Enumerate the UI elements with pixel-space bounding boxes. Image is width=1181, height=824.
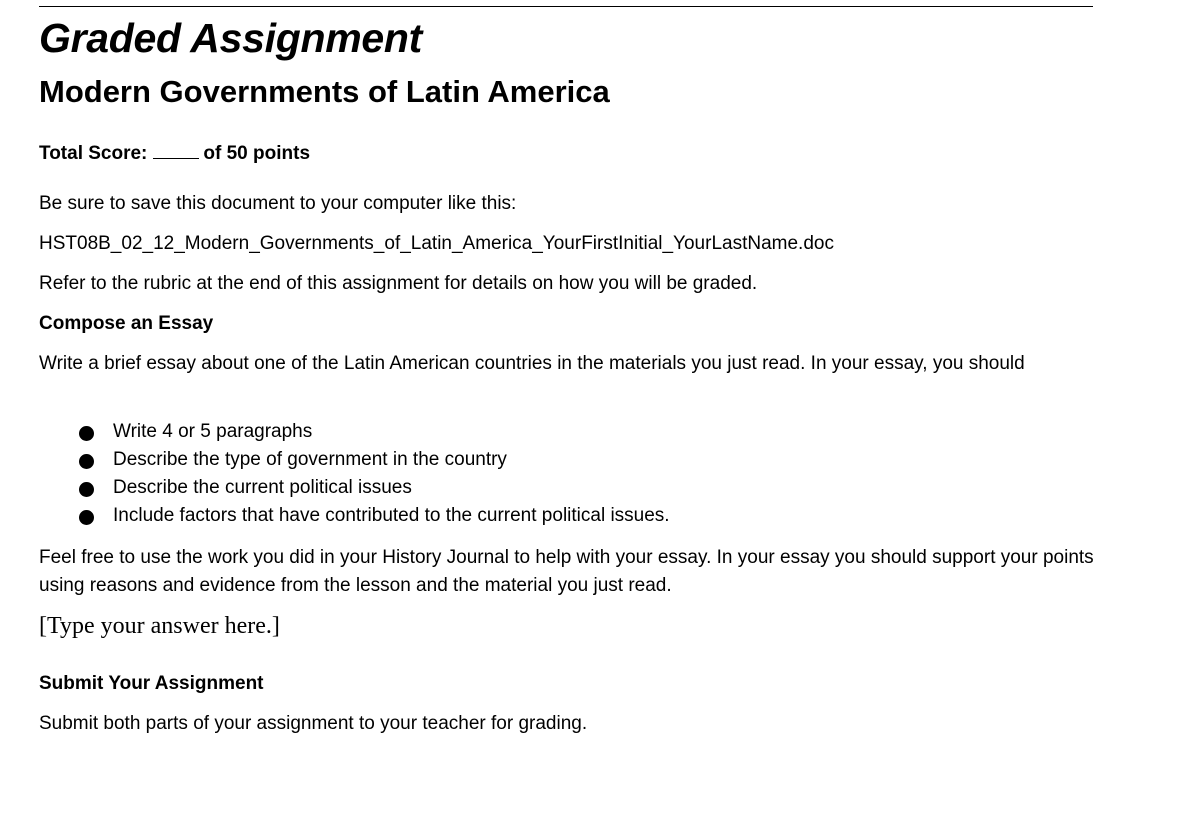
list-item xyxy=(79,446,670,474)
bullet-icon xyxy=(79,482,94,497)
total-score-max: of 50 points xyxy=(203,143,311,164)
submit-instruction: Submit both parts of your assignment to your teacher for grading. xyxy=(39,713,588,734)
list-item xyxy=(79,502,670,530)
assignment-subtitle: Modern Governments of Latin America xyxy=(39,74,610,109)
rubric-note: Refer to the rubric at the end of this assignment for details on how you will be graded. xyxy=(39,273,758,294)
save-instruction: Be sure to save this document to your computer like this: xyxy=(39,193,517,214)
top-rule xyxy=(39,6,1093,7)
bullet-icon xyxy=(79,454,94,469)
bullet-icon xyxy=(79,426,94,441)
total-score-line xyxy=(39,140,310,168)
submit-heading: Submit Your Assignment xyxy=(39,673,264,694)
filename-text: HST08B_02_12_Modern_Governments_of_Latin_America_YourFirstInitial_YourLastName.doc xyxy=(39,233,834,254)
essay-intro: Write a brief essay about one of the Latin American countries in the materials you just read. In your essay, you should xyxy=(39,353,1025,374)
page-title: Graded Assignment xyxy=(39,15,422,61)
essay-requirements-list xyxy=(79,418,670,530)
total-score-label: Total Score: xyxy=(39,143,148,164)
answer-placeholder[interactable]: [Type your answer here.] xyxy=(39,613,280,639)
list-item xyxy=(79,474,670,502)
list-item-text: Describe the type of government in the country xyxy=(113,449,507,470)
essay-support-text: Feel free to use the work you did in your History Journal to help with your essay. In your essay you should support your points using reasons and evidence from the lesson and the material you just read. xyxy=(39,547,1094,596)
score-blank[interactable] xyxy=(153,141,199,159)
list-item-text: Describe the current political issues xyxy=(113,477,412,498)
list-item xyxy=(79,418,670,446)
bullet-icon xyxy=(79,510,94,525)
list-item-text: Include factors that have contributed to the current political issues. xyxy=(113,505,670,526)
list-item-text: Write 4 or 5 paragraphs xyxy=(113,421,313,442)
essay-heading: Compose an Essay xyxy=(39,313,214,334)
